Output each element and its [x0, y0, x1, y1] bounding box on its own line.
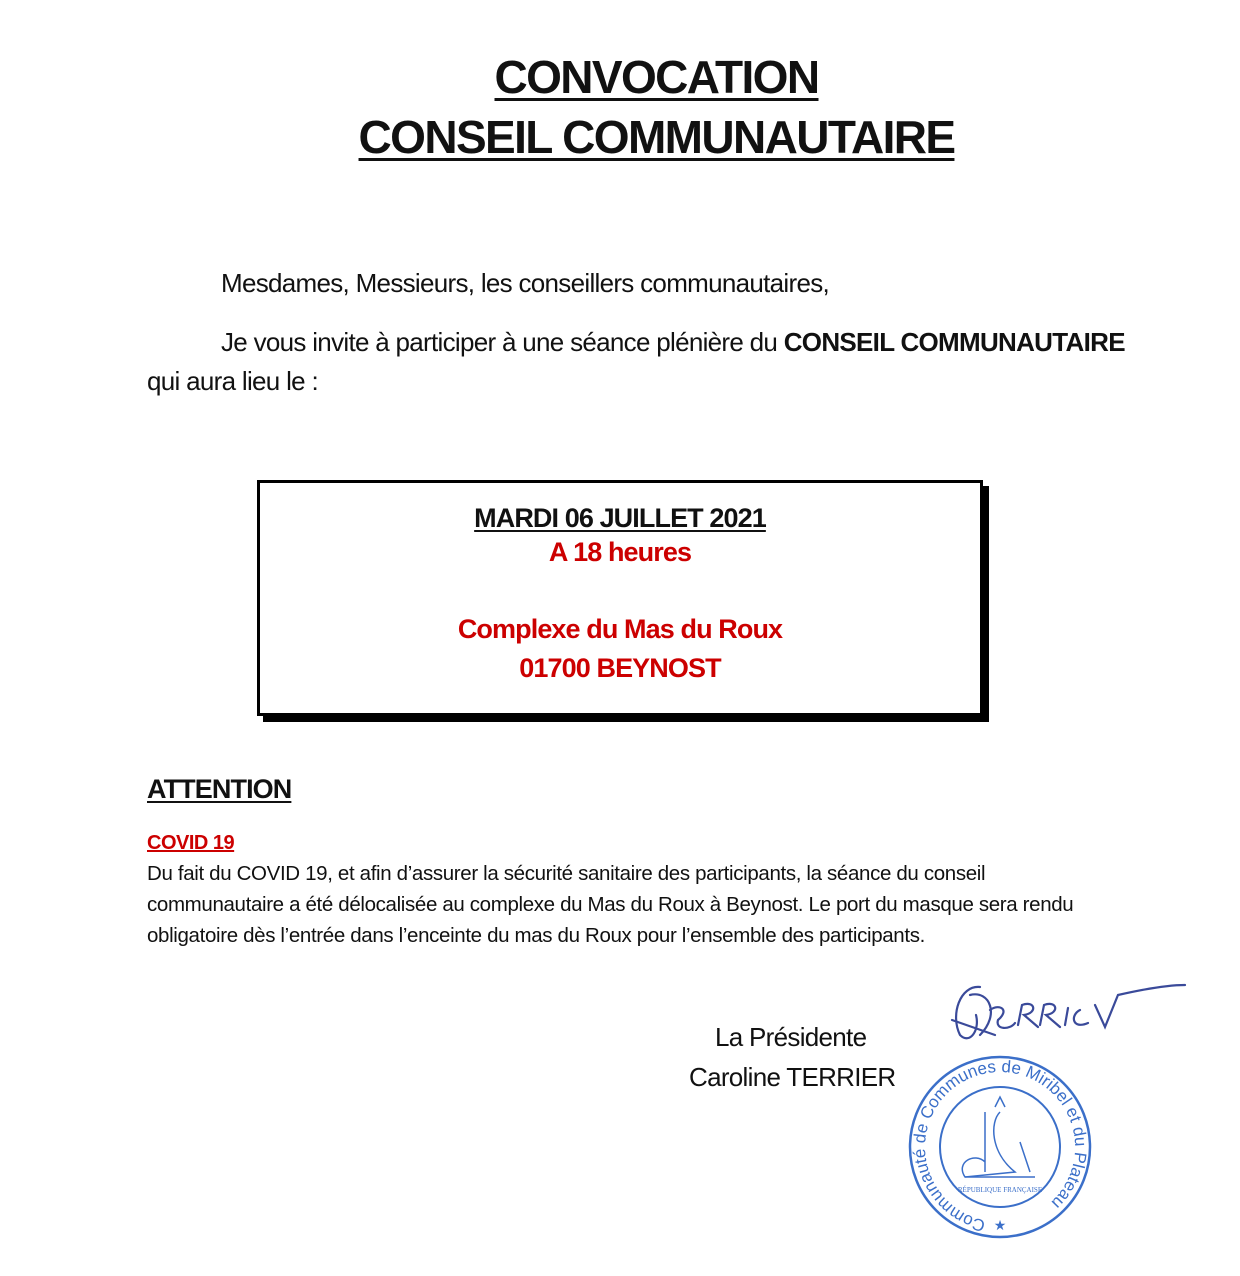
- meeting-city: 01700 BEYNOST: [519, 653, 721, 683]
- invitation: [221, 327, 1125, 358]
- covid-heading: COVID 19: [147, 832, 235, 854]
- title-line-2: CONSEIL COMMUNAUTAIRE: [358, 111, 955, 163]
- salutation: Mesdames, Messieurs, les conseillers communautaires,: [221, 268, 830, 298]
- invitation-text: Je vous invite à participer à une séance plénière du: [221, 327, 784, 357]
- star-icon: ★: [993, 1217, 1007, 1233]
- invitation-bold: CONSEIL COMMUNAUTAIRE: [783, 327, 1125, 357]
- signature: [940, 975, 1190, 1055]
- meeting-time: A 18 heures: [548, 537, 692, 567]
- stamp-outer-text: Communauté de Communes de Miribel et du Plateau: [909, 1056, 1091, 1236]
- meeting-date-text: MARDI 06 JUILLET 2021: [474, 503, 766, 533]
- meeting-box: [257, 480, 983, 716]
- official-stamp: [905, 1052, 1095, 1242]
- signatory-role: La Présidente: [715, 1022, 867, 1052]
- meeting-date: [260, 503, 980, 534]
- attention-heading: ATTENTION: [147, 774, 292, 804]
- title-line-1: CONVOCATION: [494, 51, 819, 103]
- invitation-line-2: qui aura lieu le :: [147, 366, 318, 396]
- meeting-place: Complexe du Mas du Roux: [457, 614, 783, 644]
- covid-text: Du fait du COVID 19, et afin d’assurer la sécurité sanitaire des participants, la séance du conseil communautaire a été délocalisée au complexe du Mas du Roux à Beynost. Le port du masque sera rendu obligatoire dès l’entrée dans l’enceinte du mas du Roux pour l’ensemble des participants.: [147, 862, 1074, 947]
- stamp-inner-text: RÉPUBLIQUE FRANÇAISE: [957, 1186, 1043, 1194]
- signatory-name: Caroline TERRIER: [689, 1062, 896, 1092]
